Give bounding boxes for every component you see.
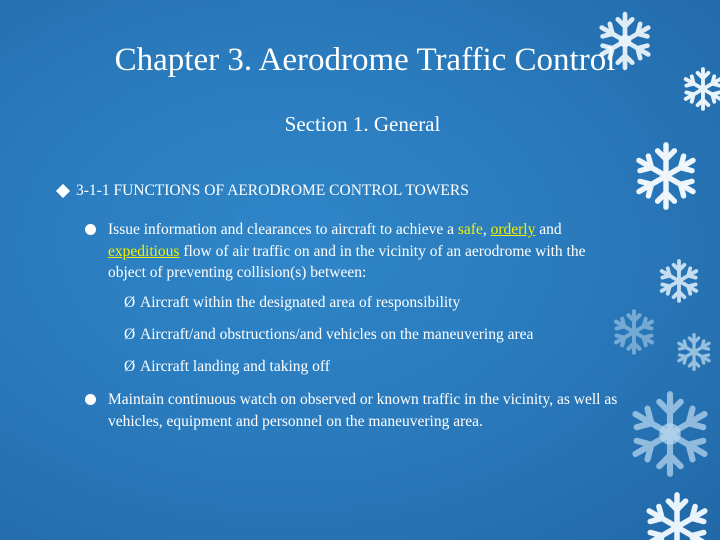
sub-item <box>124 325 533 345</box>
sub-item <box>124 293 460 313</box>
sub-item-text: Aircraft/and obstructions/and vehicles on the maneuvering area <box>140 326 534 343</box>
bullet-text: flow of air traffic on and in the vicinity of an aerodrome with the object of preventing collision(s) between: <box>108 242 586 281</box>
bullet-text: Maintain continuous watch on observed or known traffic in the vicinity, as well as vehicles, equipment and personnel on the maneuvering area. <box>108 391 618 430</box>
arrow-bullet-icon: Ø <box>124 358 136 375</box>
bullet-text: , <box>482 221 491 238</box>
snowflake-icon <box>656 258 702 304</box>
highlight-expeditious: expeditious <box>108 242 180 260</box>
sub-item <box>124 357 330 377</box>
highlight-safe: safe <box>457 221 483 238</box>
arrow-bullet-icon: Ø <box>124 326 136 343</box>
bullet-text: Issue information and clearances to aircraft to achieve a <box>108 221 458 238</box>
bullet-item-1 <box>108 219 618 284</box>
bullet-item-2 <box>108 389 618 432</box>
snowflake-icon <box>610 308 658 356</box>
bullet-text: and <box>535 221 562 238</box>
heading-text: 3-1-1 FUNCTIONS OF AERODROME CONTROL TOWERS <box>76 182 469 199</box>
diamond-bullet-icon <box>56 184 70 198</box>
snowflake-icon <box>640 490 714 540</box>
section-subtitle: Section 1. General <box>284 112 441 136</box>
bullet-dot-icon <box>85 224 96 235</box>
slide-title: Chapter 3. Aerodrome Traffic Control <box>114 42 616 78</box>
bullet-dot-icon <box>85 394 96 405</box>
arrow-bullet-icon: Ø <box>124 294 136 311</box>
sub-item-text: Aircraft within the designated area of responsibility <box>140 294 461 311</box>
snowflake-icon <box>674 332 714 372</box>
highlight-orderly: orderly <box>490 221 536 238</box>
sub-item-text: Aircraft landing and taking off <box>140 358 330 375</box>
snowflake-icon <box>630 140 702 212</box>
snowflake-icon <box>624 388 716 480</box>
